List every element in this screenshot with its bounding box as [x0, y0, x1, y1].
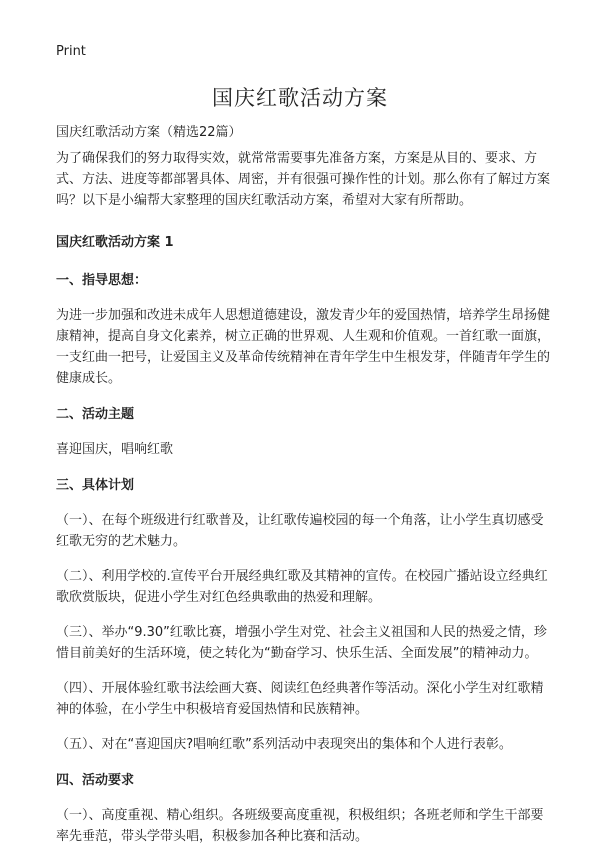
theme-paragraph: 喜迎国庆，唱响红歌 — [56, 442, 174, 457]
print-link[interactable]: Print — [56, 44, 86, 59]
section-heading: 国庆红歌活动方案 1 — [56, 235, 174, 250]
plan-heading: 三、具体计划 — [56, 478, 135, 493]
plan-item: （一）、在每个班级进行红歌普及，让红歌传遍校园的每一个角落，让小学生真切感受红歌无穷的艺术魅力。 — [56, 513, 544, 549]
theme-heading: 二、活动主题 — [56, 407, 135, 422]
guide-paragraph: 为进一步加强和改进未成年人思想道德建设，激发青少年的爱国热情，培养学生昂扬健康精神，提高自身文化素养，树立正确的世界观、人生观和价值观。一首红歌一面旗，一支红曲一把号，让爱国主义及革命传统精神在青年学生中生根发芽，伴随青年学生的健康成长。 — [56, 308, 551, 386]
requirements-heading: 四、活动要求 — [56, 773, 135, 788]
intro-paragraph: 为了确保我们的努力取得实效，就常常需要事先准备方案，方案是从目的、要求、方式、方法、进度等都部署具体、周密，并有很强可操作性的计划。那么你有了解过方案吗？以下是小编帮大家整理的国庆红歌活动方案，希望对大家有所帮助。 — [56, 151, 551, 208]
plan-item: （四）、开展体验红歌书法绘画大赛、阅读红色经典著作等活动。深化小学生对红歌精神的体验，在小学生中积极培育爱国热情和民族精神。 — [56, 681, 544, 717]
guide-heading: 一、指导思想： — [56, 273, 148, 288]
plan-item: （三）、举办“9.30”红歌比赛，增强小学生对党、社会主义祖国和人民的热爱之情，珍惜目前美好的生活环境，使之转化为“勤奋学习、快乐生活、全面发展”的精神动力。 — [56, 625, 547, 661]
requirement-item: （一）、高度重视、精心组织。各班级要高度重视，积极组织；各班老师和学生干部要率先垂范，带头学带头唱，积极参加各种比赛和活动。 — [56, 808, 544, 844]
plan-item: （五）、对在“喜迎国庆?唱响红歌”系列活动中表现突出的集体和个人进行表彰。 — [56, 737, 512, 752]
page-subtitle: 国庆红歌活动方案（精选22篇） — [56, 125, 242, 140]
plan-item: （二）、利用学校的.宣传平台开展经典红歌及其精神的宣传。在校园广播站设立经典红歌欣赏版块，促进小学生对红色经典歌曲的热爱和理解。 — [56, 569, 548, 605]
page-title: 国庆红歌活动方案 — [212, 86, 388, 110]
article-body — [56, 148, 550, 847]
